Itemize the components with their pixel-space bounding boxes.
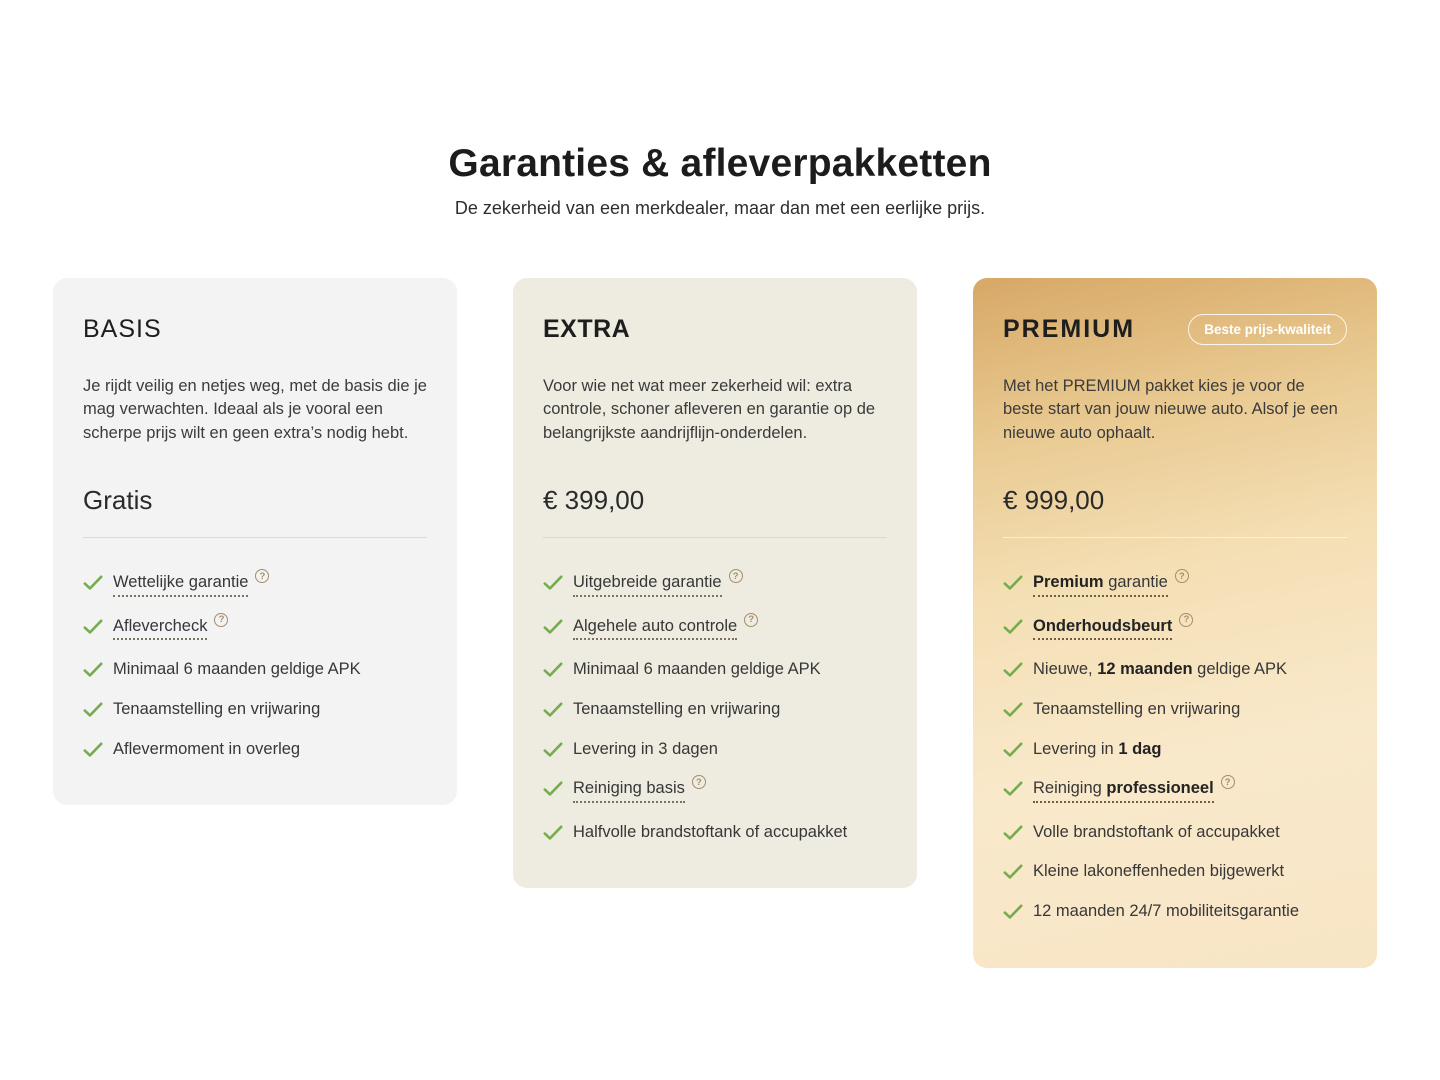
check-icon — [83, 575, 103, 591]
feature-label: Levering in 1 dag — [1033, 739, 1162, 758]
check-icon — [543, 662, 563, 678]
help-icon[interactable]: ? — [729, 569, 743, 583]
card-price: Gratis — [83, 485, 153, 515]
pricing-card-extra — [513, 278, 917, 888]
feature-list — [543, 572, 887, 842]
feature-item — [1003, 739, 1347, 760]
feature-label: 12 maanden 24/7 mobiliteitsgarantie — [1033, 902, 1300, 920]
feature-label: Kleine lakoneffenheden bijgewerkt — [1033, 862, 1285, 881]
check-icon — [543, 781, 563, 797]
package-cards-row — [53, 278, 1387, 968]
page-header — [0, 0, 1440, 219]
check-icon — [543, 619, 563, 635]
check-icon — [1003, 825, 1023, 841]
feature-item — [1003, 699, 1347, 720]
card-price: € 999,00 — [1003, 485, 1105, 515]
pricing-card-premium — [973, 278, 1377, 968]
feature-item — [543, 778, 887, 803]
feature-item — [1003, 659, 1347, 680]
feature-list — [1003, 572, 1347, 922]
help-icon[interactable]: ? — [1221, 775, 1235, 789]
divider — [1003, 537, 1347, 538]
feature-label[interactable]: Onderhoudsbeurt — [1033, 616, 1172, 641]
card-title: PREMIUM — [1003, 314, 1136, 343]
card-price: € 399,00 — [543, 485, 645, 515]
feature-item — [1003, 822, 1347, 843]
feature-item — [1003, 572, 1347, 597]
check-icon — [1003, 781, 1023, 797]
check-icon — [1003, 702, 1023, 718]
check-icon — [543, 575, 563, 591]
feature-label[interactable]: Wettelijke garantie — [113, 572, 248, 597]
feature-label: Volle brandstoftank of accupakket — [1033, 822, 1280, 841]
card-title: BASIS — [83, 314, 162, 343]
check-icon — [1003, 619, 1023, 635]
feature-item — [1003, 901, 1347, 922]
feature-label: Nieuwe, 12 maanden geldige APK — [1033, 660, 1288, 679]
page-subtitle: De zekerheid van een merkdealer, maar dan met een eerlijke prijs. — [454, 198, 986, 218]
feature-item — [543, 739, 887, 760]
check-icon — [1003, 864, 1023, 880]
card-title: EXTRA — [543, 314, 631, 343]
feature-item — [83, 739, 427, 760]
feature-item — [83, 616, 427, 641]
feature-item — [83, 572, 427, 597]
feature-item — [1003, 616, 1347, 641]
check-icon — [543, 702, 563, 718]
check-icon — [543, 825, 563, 841]
feature-label: Halfvolle brandstoftank of accupakket — [573, 822, 848, 841]
divider — [83, 537, 427, 538]
help-icon[interactable]: ? — [692, 775, 706, 789]
help-icon[interactable]: ? — [1175, 569, 1189, 583]
help-icon[interactable]: ? — [255, 569, 269, 583]
check-icon — [83, 702, 103, 718]
pricing-card-basis — [53, 278, 457, 805]
feature-label: Tenaamstelling en vrijwaring — [113, 699, 321, 718]
feature-label[interactable]: Uitgebreide garantie — [573, 572, 722, 597]
page-title: Garanties & afleverpakketten — [448, 142, 992, 185]
feature-label: Aflevermoment in overleg — [113, 739, 301, 758]
feature-label[interactable]: Reiniging professioneel — [1033, 778, 1214, 803]
feature-label: Minimaal 6 maanden geldige APK — [573, 660, 821, 679]
check-icon — [1003, 575, 1023, 591]
feature-label: Levering in 3 dagen — [573, 739, 718, 758]
card-description: Voor wie net wat meer zekerheid wil: extra controle, schoner afleveren en garantie op de belangrijkste aandrijflijn-onderdelen. — [543, 377, 876, 442]
card-description: Met het PREMIUM pakket kies je voor de beste start van jouw nieuwe auto. Alsof je een nieuwe auto ophaalt. — [1003, 377, 1338, 442]
feature-item — [543, 616, 887, 641]
feature-item — [543, 699, 887, 720]
card-header — [543, 311, 887, 347]
feature-item — [543, 659, 887, 680]
help-icon[interactable]: ? — [214, 613, 228, 627]
best-value-badge: Beste prijs-kwaliteit — [1188, 314, 1347, 345]
feature-label[interactable]: Aflevercheck — [113, 616, 207, 641]
check-icon — [83, 742, 103, 758]
card-description: Je rijdt veilig en netjes weg, met de basis die je mag verwachten. Ideaal als je vooral een scherpe prijs wilt en geen extra’s nodig hebt. — [83, 377, 427, 442]
check-icon — [83, 662, 103, 678]
feature-label: Minimaal 6 maanden geldige APK — [113, 660, 361, 679]
feature-item — [83, 699, 427, 720]
check-icon — [543, 742, 563, 758]
divider — [543, 537, 887, 538]
feature-item — [1003, 778, 1347, 803]
feature-list — [83, 572, 427, 759]
feature-label[interactable]: Algehele auto controle — [573, 616, 737, 641]
check-icon — [1003, 662, 1023, 678]
help-icon[interactable]: ? — [1179, 613, 1193, 627]
card-header — [1003, 311, 1347, 347]
check-icon — [1003, 904, 1023, 920]
check-icon — [83, 619, 103, 635]
check-icon — [1003, 742, 1023, 758]
feature-item — [1003, 861, 1347, 882]
help-icon[interactable]: ? — [744, 613, 758, 627]
feature-label: Tenaamstelling en vrijwaring — [1033, 699, 1241, 718]
feature-label[interactable]: Premium garantie — [1033, 572, 1168, 597]
card-header — [83, 311, 427, 347]
feature-label: Tenaamstelling en vrijwaring — [573, 699, 781, 718]
feature-item — [543, 572, 887, 597]
feature-label[interactable]: Reiniging basis — [573, 778, 685, 803]
feature-item — [83, 659, 427, 680]
feature-item — [543, 822, 887, 843]
